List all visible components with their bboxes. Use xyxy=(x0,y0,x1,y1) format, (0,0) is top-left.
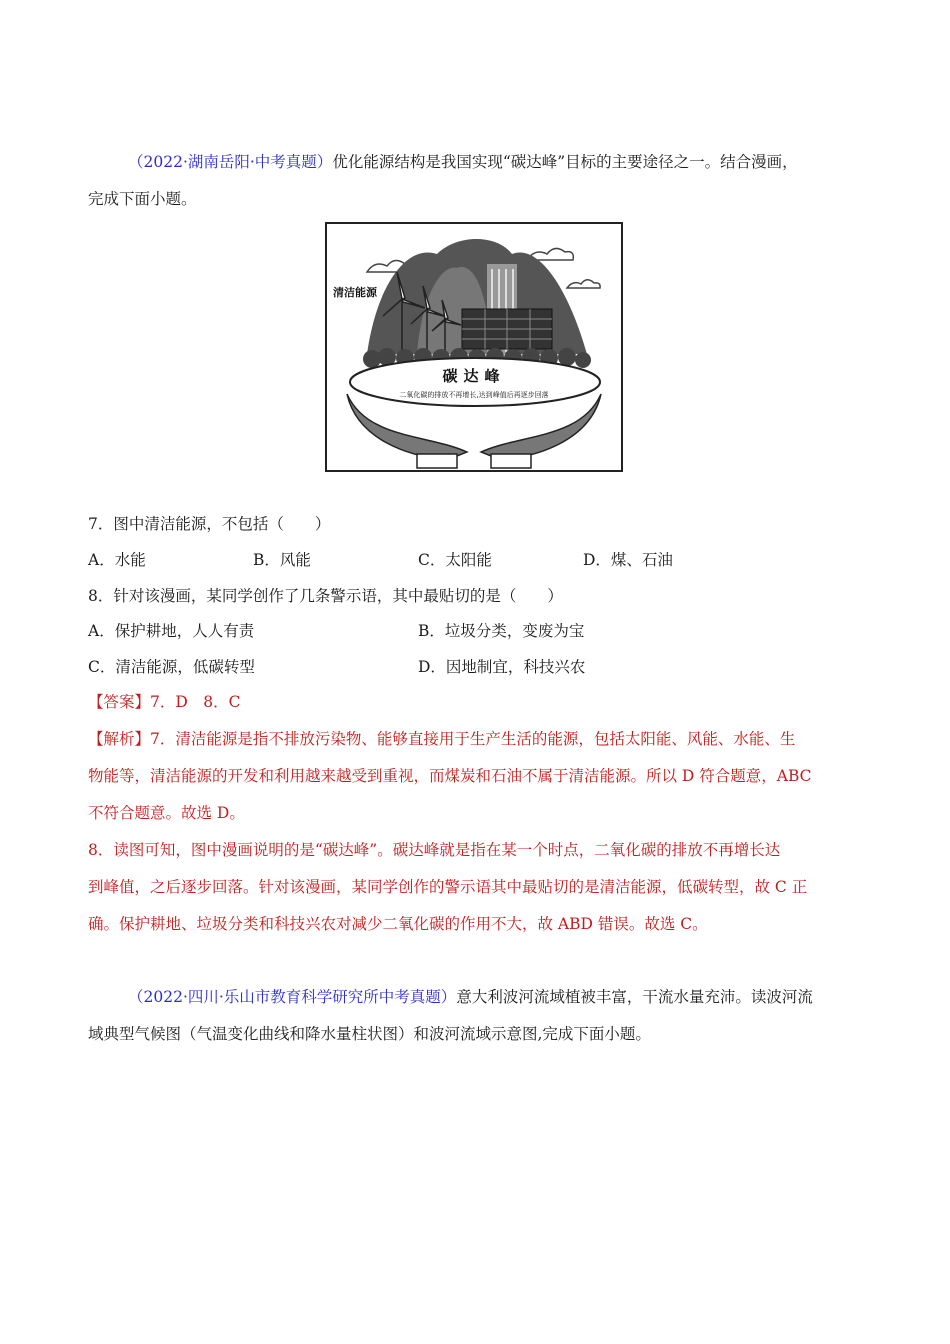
q1-intro-line1 xyxy=(128,152,798,172)
answer-text: 7．D 8．C xyxy=(150,693,241,711)
q7-option-c: C．太阳能 xyxy=(418,551,492,569)
q7-stem: 7．图中清洁能源，不包括（ ） xyxy=(88,515,331,533)
q8-option-c: C．清洁能源，低碳转型 xyxy=(88,658,255,676)
q2-intro-line1 xyxy=(128,987,813,1007)
q1-source: （2022·湖南岳阳·中考真题） xyxy=(128,153,333,171)
q7-option-a: A．水能 xyxy=(88,551,146,569)
q8-stem: 8．针对该漫画，某同学创作了几条警示语，其中最贴切的是（ ） xyxy=(88,587,563,605)
q8-option-d: D．因地制宜，科技兴农 xyxy=(418,658,586,676)
q2-source: （2022·四川·乐山市教育科学研究所中考真题） xyxy=(128,988,457,1006)
q1-intro-line2: 完成下面小题。 xyxy=(88,190,197,208)
q7-option-d: D．煤、石油 xyxy=(583,551,673,569)
analysis-tag: 【解析】 xyxy=(88,730,151,748)
label-caption: 二氧化碳的排放不再增长,达到峰值后再逐步回落 xyxy=(399,391,549,399)
analysis-line1 xyxy=(88,729,795,749)
answer-line xyxy=(88,692,241,712)
analysis-line5: 到峰值，之后逐步回落。针对该漫画，某同学创作的警示语其中最贴切的是清洁能源，低碳转型，故 C 正 xyxy=(88,878,808,896)
analysis-text1: 7．清洁能源是指不排放污染物、能够直接用于生产生活的能源，包括太阳能、风能、水能、生 xyxy=(150,730,796,748)
q8-option-a: A．保护耕地，人人有责 xyxy=(88,622,255,640)
label-carbon-peak: 碳达峰 xyxy=(442,367,506,385)
carbon-peak-cartoon xyxy=(325,222,623,472)
q2-intro-text: 意大利波河流域植被丰富，干流水量充沛。读波河流 xyxy=(456,988,813,1006)
label-clean-energy: 清洁能源 xyxy=(333,286,377,299)
analysis-line4: 8．读图可知，图中漫画说明的是“碳达峰”。碳达峰就是指在某一个时点，二氧化碳的排放不再增长达 xyxy=(88,841,781,859)
q7-option-b: B．风能 xyxy=(253,551,311,569)
q2-intro-line2: 域典型气候图（气温变化曲线和降水量柱状图）和波河流域示意图,完成下面小题。 xyxy=(88,1025,651,1043)
answer-tag: 【答案】 xyxy=(88,693,151,711)
analysis-line2: 物能等，清洁能源的开发和利用越来越受到重视，而煤炭和石油不属于清洁能源。所以 D 符合题意，ABC xyxy=(88,767,812,785)
q1-intro-text: 优化能源结构是我国实现“碳达峰”目标的主要途径之一。结合漫画， xyxy=(332,153,798,171)
analysis-line6: 确。保护耕地、垃圾分类和科技兴农对减少二氧化碳的作用不大，故 ABD 错误。故选 C。 xyxy=(88,915,708,933)
analysis-line3: 不符合题意。故选 D。 xyxy=(88,804,245,822)
q8-option-b: B．垃圾分类，变废为宝 xyxy=(418,622,585,640)
